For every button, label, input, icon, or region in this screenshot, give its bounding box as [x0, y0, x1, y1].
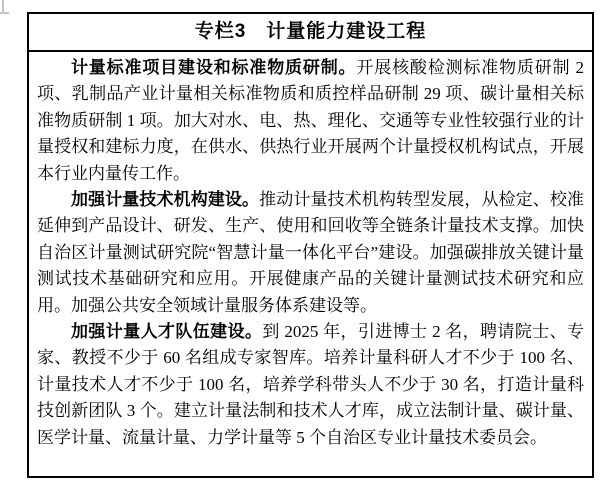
column-box — [27, 12, 594, 478]
paragraph-text: 到 2025 年，引进博士 2 名，聘请院士、专家、教授不少于 60 名组成专家智库。培养计量科研人才不少于 100 名、计量技术人才不少于 100 名，培养学科带头人不少于 30 名，打造计量科技创新团队 3 个。建立计量法制和技术人才库，成立法制计量、碳计量、医学计量、流量计量、力学计量等 5 个自治区专业计量技术委员会。 — [37, 322, 585, 447]
paragraph-text: 推动计量技术机构转型发展，从检定、校准延伸到产品设计、研发、生产、使用和回收等全链条计量技术支撑。加快自治区计量测试研究院“智慧计量一体化平台”建设。加强碳排放关键计量测试技术基础研究和应用。开展健康产品的关键计量测试技术研究和应用。加强公共安全领域计量服务体系建设等。 — [37, 190, 585, 315]
paragraph-lead: 加强计量人才队伍建设。 — [71, 322, 263, 342]
paragraph-institutions — [37, 187, 584, 319]
paragraph-standards — [37, 55, 584, 187]
paragraph-talent — [37, 319, 584, 451]
paragraph-lead: 加强计量技术机构建设。 — [71, 190, 260, 210]
page-edge-artifact-horizontal — [0, 12, 9, 14]
column-body — [29, 52, 592, 451]
paragraph-lead: 计量标准项目建设和标准物质研制。 — [71, 58, 357, 77]
column-title: 专栏3 计量能力建设工程 — [29, 14, 592, 52]
paragraph-text: 开展核酸检测标准物质研制 2 项、乳制品产业计量相关标准物质和质控样品研制 29 项、碳计量相关标准物质研制 1 项。加大对水、电、热、理化、交通等专业性较强行业的计量授权和建标力度，在供水、供热行业开展两个计量授权机构试点，开展本行业内量传工作。 — [37, 58, 585, 183]
